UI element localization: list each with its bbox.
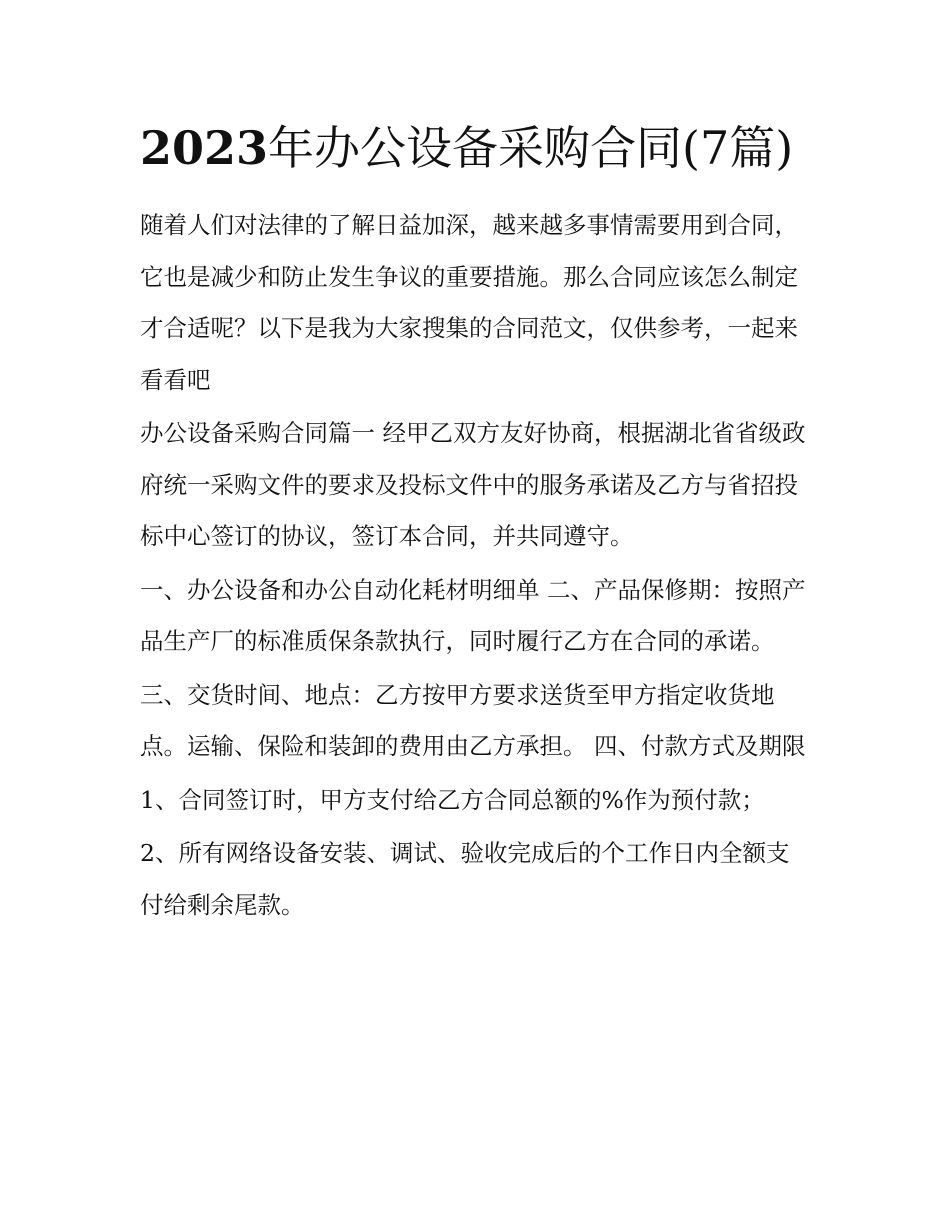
title-rest: 年办公设备采购合同(7篇) xyxy=(268,121,794,175)
payment-item-1: 1、合同签订时，甲方支付给乙方合同总额的%作为预付款； xyxy=(140,785,765,814)
document-page xyxy=(140,116,812,933)
title-year: 2023 xyxy=(140,121,269,175)
intro-paragraph: 随着人们对法律的了解日益加深，越来越多事情需要用到合同，它也是减少和防止发生争议的重要措施。那么合同应该怎么制定才合适呢？以下是我为大家搜集的合同范文，仅供参考，一起来看看吧 xyxy=(140,211,798,394)
clause-3-4-paragraph: 三、交货时间、地点：乙方按甲方要求送货至甲方指定收货地点。运输、保险和装卸的费用由乙方承担。 四、付款方式及期限 xyxy=(140,680,806,760)
document-title xyxy=(140,116,812,180)
payment-item-2: 2、所有网络设备安装、调试、验收完成后的个工作日内全额支付给剩余尾款。 xyxy=(140,839,790,919)
clause-1-2-paragraph: 一、办公设备和办公自动化耗材明细单 二、产品保修期：按照产品生产厂的标准质保条款执行，同时履行乙方在合同的承诺。 xyxy=(140,575,806,655)
document-body xyxy=(140,200,812,931)
contract-preamble-paragraph: 办公设备采购合同篇一 经甲乙双方友好协商，根据湖北省省级政府统一采购文件的要求及投标文件中的服务承诺及乙方与省招投标中心签订的协议，签订本合同，并共同遵守。 xyxy=(140,419,806,550)
